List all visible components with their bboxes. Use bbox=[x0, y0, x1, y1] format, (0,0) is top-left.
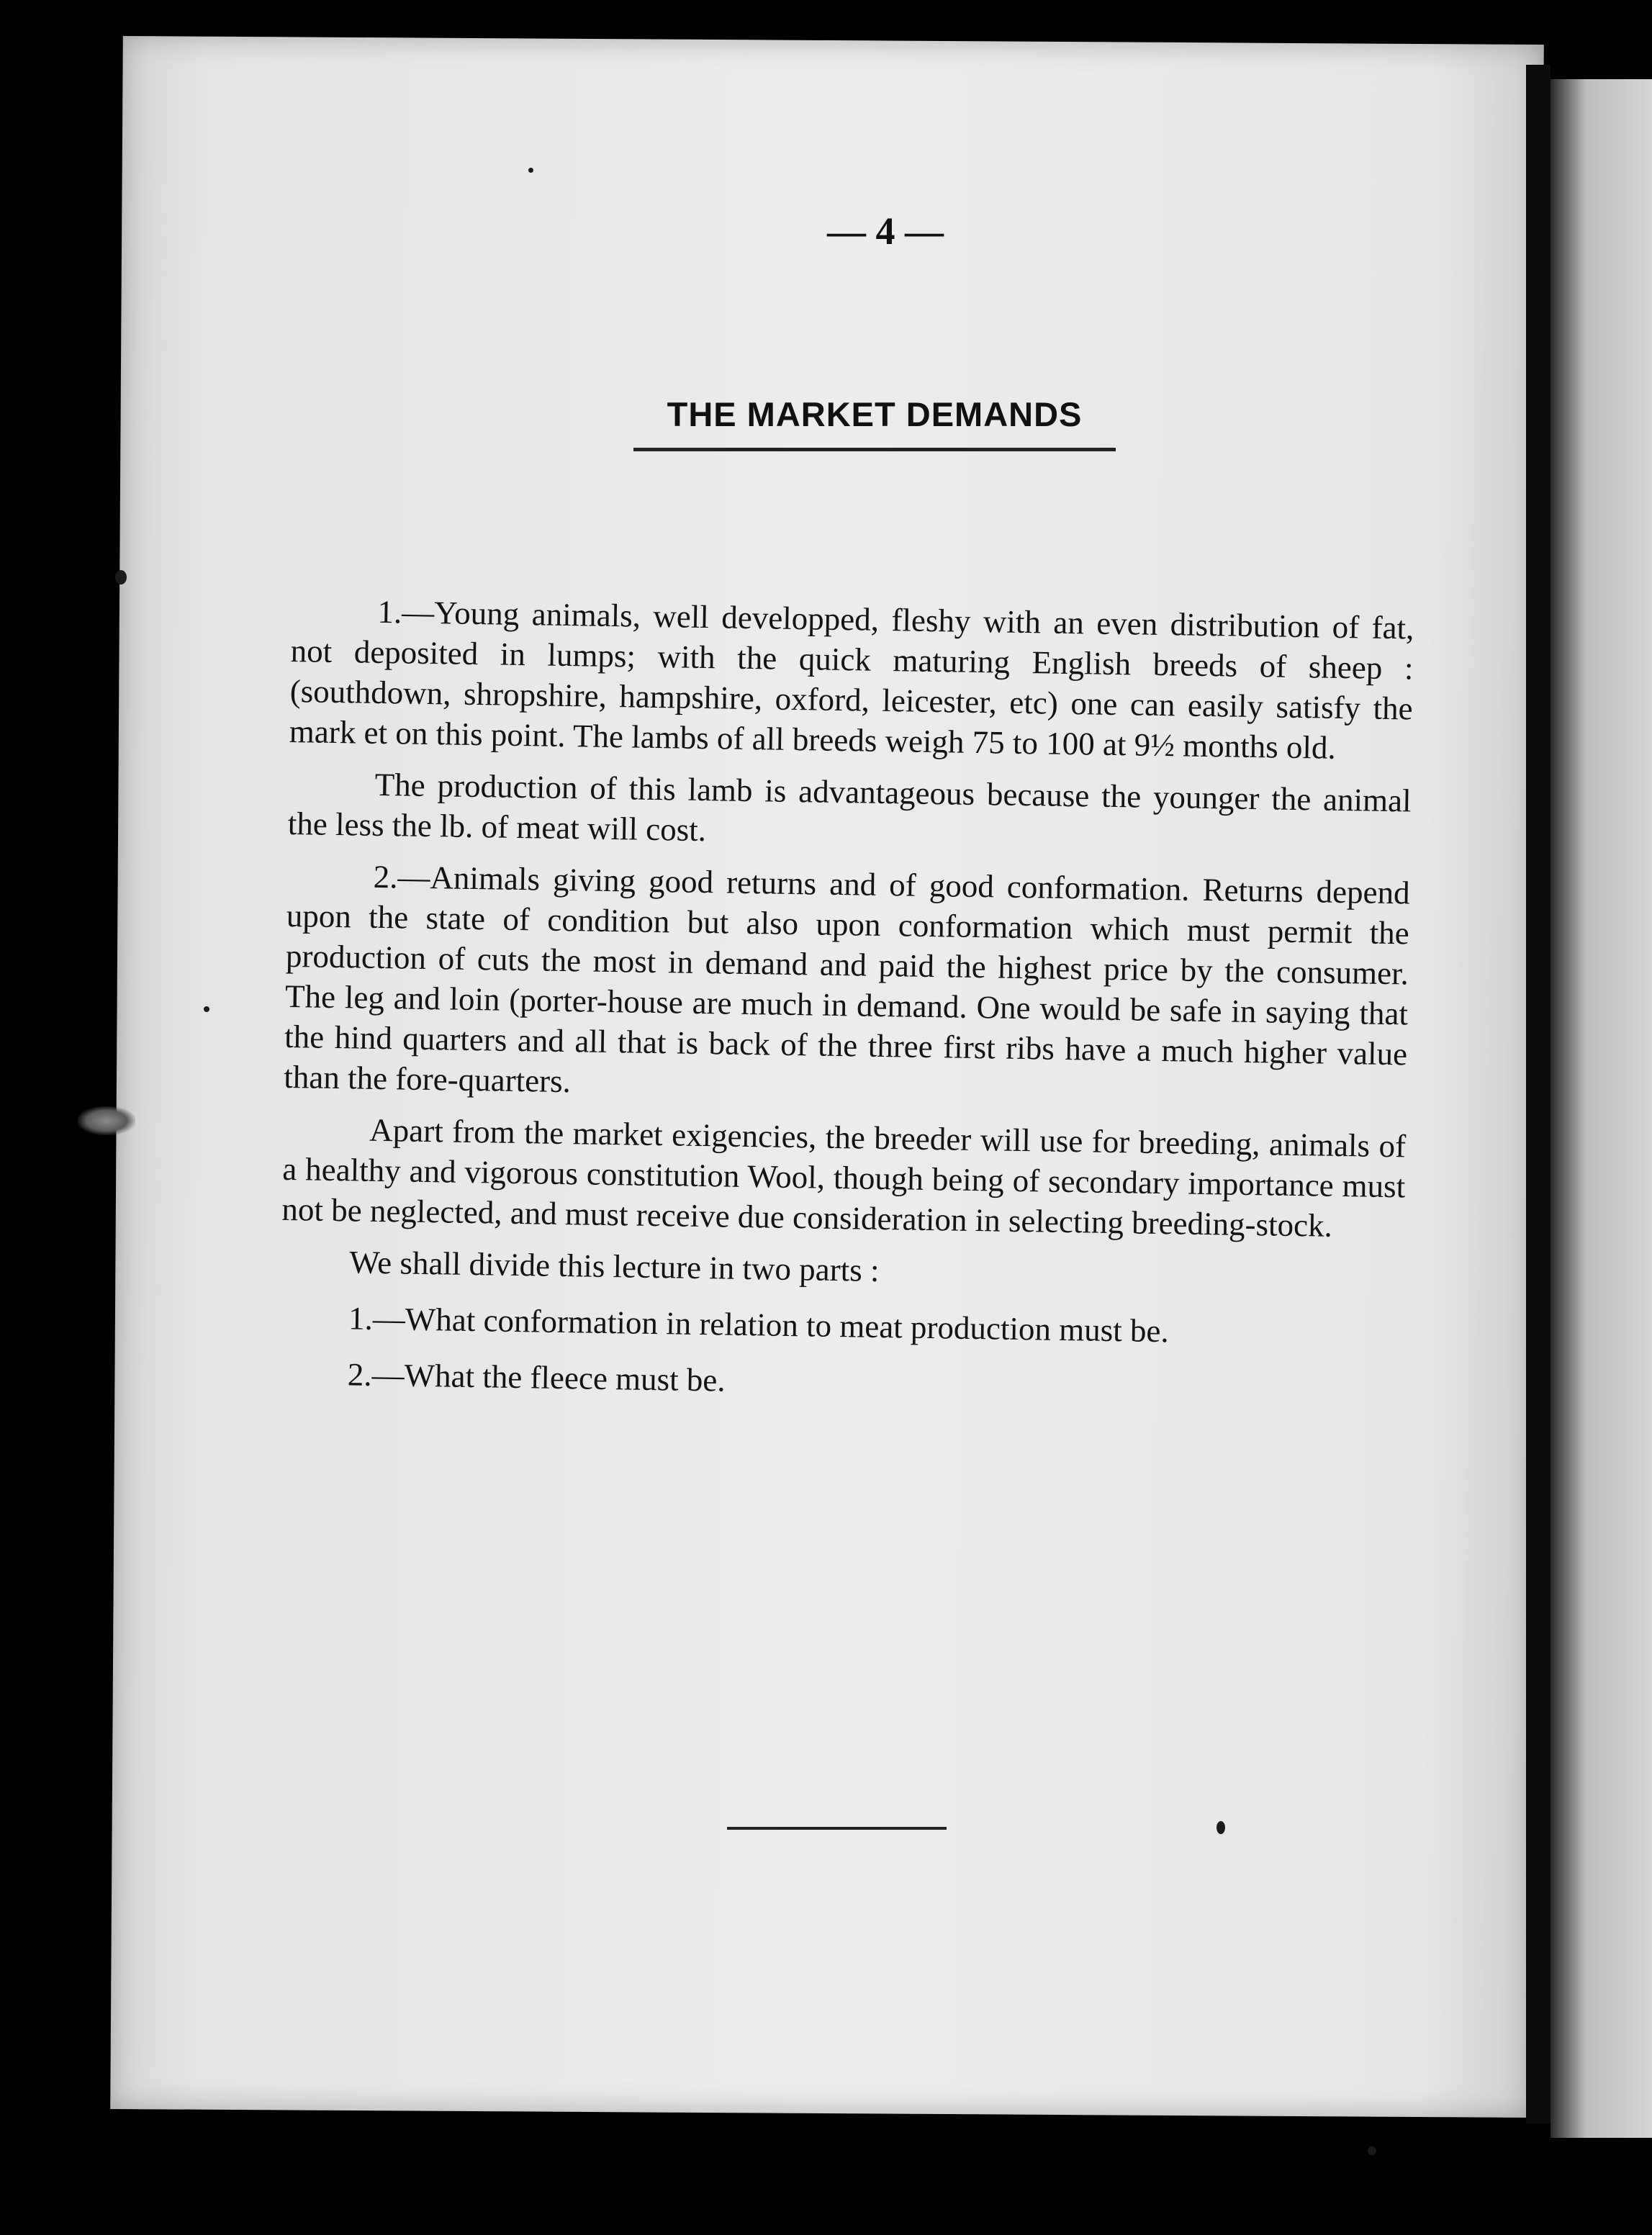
paragraph: 2.—Animals giving good returns and of good conformation. Returns depend upon the state of condition but also upon conformation which must permit the production of cuts the most in demand and paid the highest price by the consumer. The leg and loin (porter-house are much in demand. One would be safe in saying that the hind quarters and all that is back of the three first ribs have a much higher value than the fore-quarters. bbox=[283, 858, 1410, 1100]
title-underline bbox=[633, 448, 1116, 451]
page-number: — 4 — bbox=[827, 209, 944, 253]
section-end-rule bbox=[727, 1827, 947, 1830]
ink-speck bbox=[528, 168, 533, 173]
adjacent-page-edge bbox=[1551, 79, 1652, 2138]
ink-speck bbox=[115, 570, 127, 584]
paragraph: Apart from the market exigencies, the breeder will use for breeding, animals of a healthy and vigorous constitution Wool, though being of secondary importance must not be neglected, and must receive due consideration in selecting breeding-stock. bbox=[281, 1111, 1407, 1244]
paragraph: 1.—Young animals, well developped, fleshy with an even distribution of fat, not deposited in lumps; with the quick maturing English breeds of sheep : (southdown, shropshire, hampshire, oxford, leicester, etc) one can easily satisfy the mark et on this point. The lambs of all breeds weigh 75 to 100 at 9½ months old. bbox=[289, 593, 1414, 766]
ink-speck bbox=[1368, 2146, 1376, 2155]
book-spine bbox=[1526, 65, 1551, 2123]
paragraph: We shall divide this lecture in two parts : bbox=[348, 1244, 880, 1288]
body-text bbox=[279, 590, 1414, 1411]
list-item: 2.—What the fleece must be. bbox=[347, 1356, 726, 1399]
list-item: 1.—What conformation in relation to meat production must be. bbox=[348, 1300, 1170, 1350]
paragraph: The production of this lamb is advantageous because the younger the animal the less the lb. of meat will cost. bbox=[287, 766, 1412, 849]
page-title: THE MARKET DEMANDS bbox=[667, 395, 1083, 433]
paper-smudge bbox=[78, 1106, 135, 1135]
ink-speck bbox=[1217, 1821, 1225, 1834]
ink-speck bbox=[204, 1006, 209, 1012]
